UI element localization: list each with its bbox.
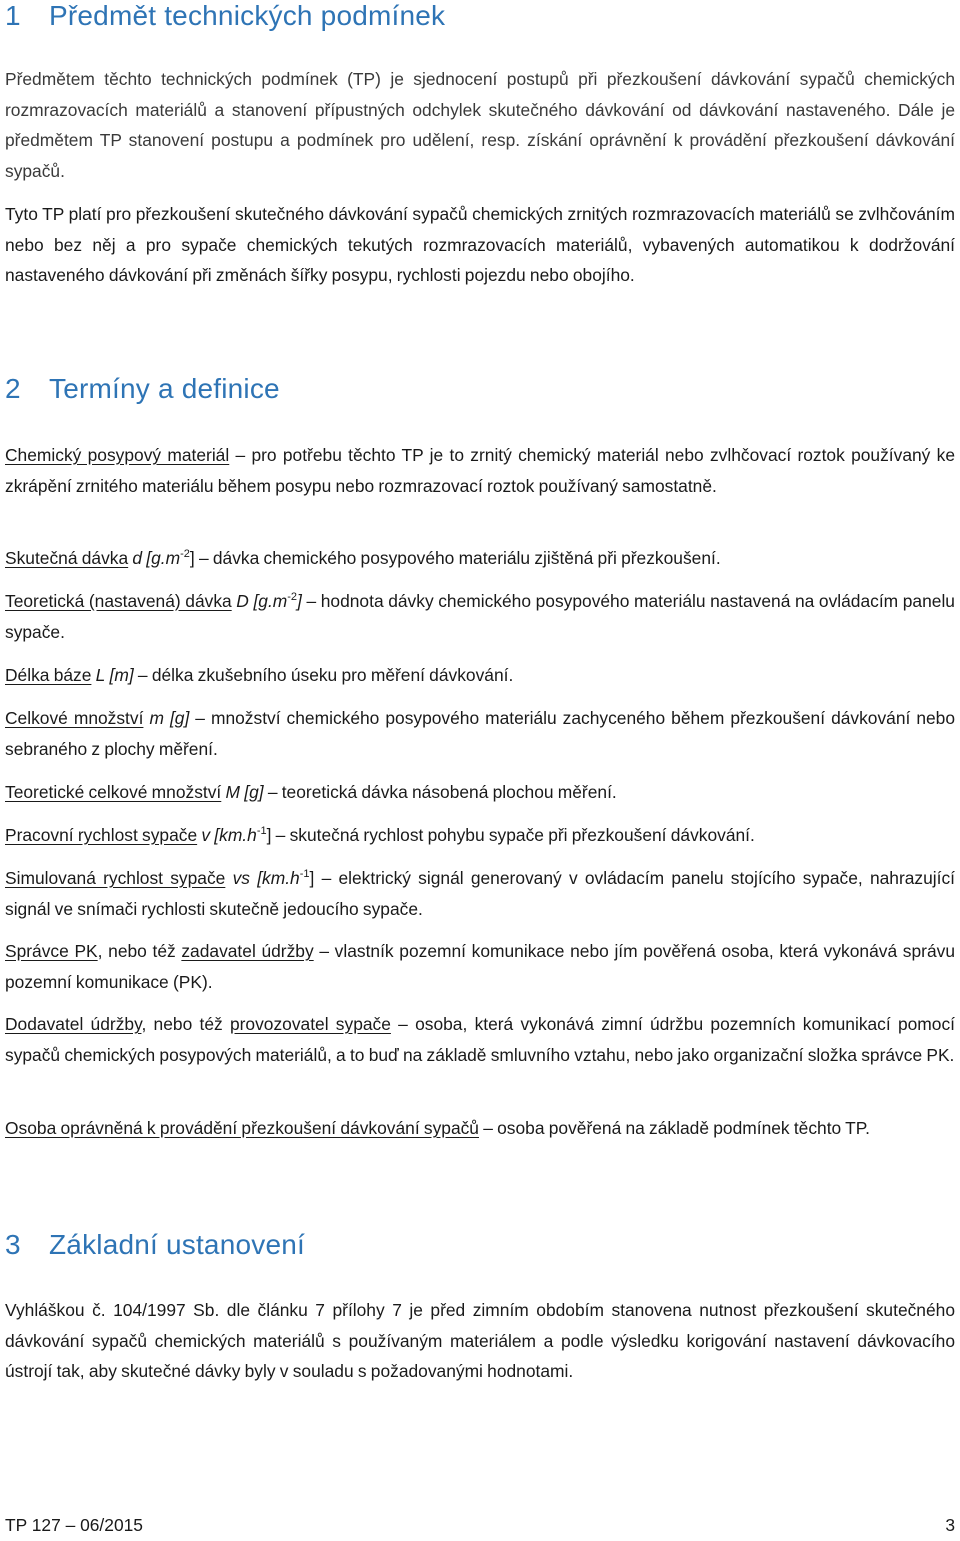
- definition: [5, 777, 955, 808]
- definition: [5, 703, 955, 764]
- definition-text: – pro potřebu těchto TP je to zrnitý chemický materiál nebo zvlhčovací roztok používaný ke zkrápění zrnitého materiálu během posypu nebo rozmrazovací roztok používaný samostatně.: [5, 445, 956, 496]
- unit: [km.h: [257, 868, 300, 888]
- paragraph: Vyhláškou č. 104/1997 Sb. dle článku 7 přílohy 7 je před zimním obdobím stanovena nutnost přezkoušení skutečného dávkování sypačů chemických materiálů s používaným materiálem a podle výsledku korigování nastavení dávkovacího ústrojí tak, aby skutečné dávky byly v souladu s požadovanými hodnotami.: [5, 1300, 955, 1381]
- definition: [5, 660, 955, 691]
- definition-term-alt: provozovatel sypače: [229, 1014, 391, 1034]
- symbol: vs: [232, 868, 250, 888]
- exponent: -2: [180, 548, 190, 560]
- symbol: d: [132, 548, 143, 568]
- section-number: 2: [5, 373, 21, 404]
- definition: [5, 936, 955, 997]
- definition-term-alt: zadavatel údržby: [181, 941, 314, 961]
- section-title: Termíny a definice: [49, 373, 280, 404]
- definition-connector: , nebo též: [97, 941, 182, 961]
- definition-term: Chemický posypový materiál: [5, 445, 230, 465]
- unit: [g.m: [253, 591, 288, 611]
- paragraph: Tyto TP platí pro přezkoušení skutečného dávkování sypačů chemických zrnitých rozmrazovacích materiálů se zvlhčováním nebo bez něj a pro sypače chemických tekutých rozmrazovacích materiálů, vybavených automatikou k dodržování nastaveného dávkování při změnách šířky posypu, rychlosti pojezdu nebo obojího.: [5, 204, 955, 285]
- symbol: L: [95, 665, 106, 685]
- symbol: m: [149, 708, 164, 728]
- unit: [km.h: [214, 825, 257, 845]
- definition-term: Pracovní rychlost sypače: [5, 825, 198, 845]
- unit: [g.m: [146, 548, 181, 568]
- definition-term: Celkové množství: [5, 708, 144, 728]
- definition: [5, 1009, 955, 1070]
- symbol: v: [201, 825, 211, 845]
- unit: [g]: [169, 708, 190, 728]
- paragraph: Předmětem těchto technických podmínek (TP) je sjednocení postupů při přezkoušení dávkování sypačů chemických rozmrazovacích materiálů a stanovení přípustných odchylek skutečného dávkování od dávkování nastaveného. Dále je předmětem TP stanovení postupu a podmínek pro udělení, resp. získání oprávnění k provádění přezkoušení dávkování sypačů.: [5, 69, 955, 181]
- definition: [5, 820, 955, 851]
- definition-text: – skutečná rychlost pohybu sypače při přezkoušení dávkování.: [271, 825, 755, 845]
- unit: [m]: [109, 665, 134, 685]
- section-title: Předmět technických podmínek: [49, 0, 446, 31]
- unit-close: ]: [297, 591, 302, 611]
- definition-term: Délka báze: [5, 665, 92, 685]
- definition: [5, 1113, 955, 1144]
- definition-text: – osoba pověřená na základě podmínek těchto TP.: [478, 1118, 870, 1138]
- definition-text: – elektrický signál generovaný v ovládacím panelu stojícího sypače, nahrazující signál ve snímači rychlosti skutečně jedoucího sypače.: [5, 868, 956, 919]
- page-footer: [5, 1515, 955, 1536]
- section-number: 3: [5, 1229, 21, 1260]
- symbol: D: [236, 591, 249, 611]
- symbol: M: [225, 782, 241, 802]
- document-code: TP 127 – 06/2015: [5, 1515, 143, 1535]
- section-3-heading: [5, 1229, 305, 1261]
- exponent: -1: [256, 825, 267, 837]
- unit-close: ]: [266, 825, 272, 845]
- section-2-heading: [5, 373, 280, 405]
- exponent: -2: [287, 591, 298, 603]
- definition-text: – množství chemického posypového materiálu zachyceného během přezkoušení dávkování nebo sebraného z plochy měření.: [5, 708, 956, 759]
- exponent: -1: [299, 868, 310, 880]
- definition: [5, 586, 955, 647]
- definition-text: – dávka chemického posypového materiálu zjištěná při přezkoušení.: [194, 548, 721, 568]
- definition-text: – hodnota dávky chemického posypového materiálu nastavená na ovládacím panelu sypače.: [5, 591, 955, 642]
- definition-text: – teoretická dávka násobená plochou měření.: [263, 782, 617, 802]
- definition: [5, 543, 955, 574]
- section-title: Základní ustanovení: [49, 1229, 305, 1260]
- section-number: 1: [5, 0, 21, 31]
- definition-term: Dodavatel údržby: [5, 1014, 142, 1034]
- unit-close: ]: [189, 548, 195, 568]
- definition-term: Správce PK: [5, 941, 98, 961]
- definition-text: – osoba, která vykonává zimní údržbu pozemních komunikací pomocí sypačů chemických posypových materiálů, a to buď na základě smluvního vztahu, nebo jako organizační složka správce PK.: [5, 1014, 955, 1065]
- definition-term: Teoretická (nastavená) dávka: [5, 591, 232, 611]
- definition-term: Teoretické celkové množství: [5, 782, 222, 802]
- unit-close: ]: [309, 868, 315, 888]
- definition: [5, 863, 955, 924]
- unit: [g]: [244, 782, 264, 802]
- section-1-heading: [5, 0, 445, 32]
- definition: [5, 440, 955, 501]
- definition-connector: , nebo též: [141, 1014, 230, 1034]
- page-number: 3: [945, 1515, 955, 1535]
- definition-term: Osoba oprávněná k provádění přezkoušení dávkování sypačů: [5, 1118, 479, 1138]
- definition-text: – vlastník pozemní komunikace nebo jím pověřená osoba, která vykonává správu pozemní komunikace (PK).: [5, 941, 955, 992]
- definition-text: – délka zkušebního úseku pro měření dávkování.: [133, 665, 514, 685]
- definition-term: Simulovaná rychlost sypače: [5, 868, 226, 888]
- definition-term: Skutečná dávka: [5, 548, 129, 568]
